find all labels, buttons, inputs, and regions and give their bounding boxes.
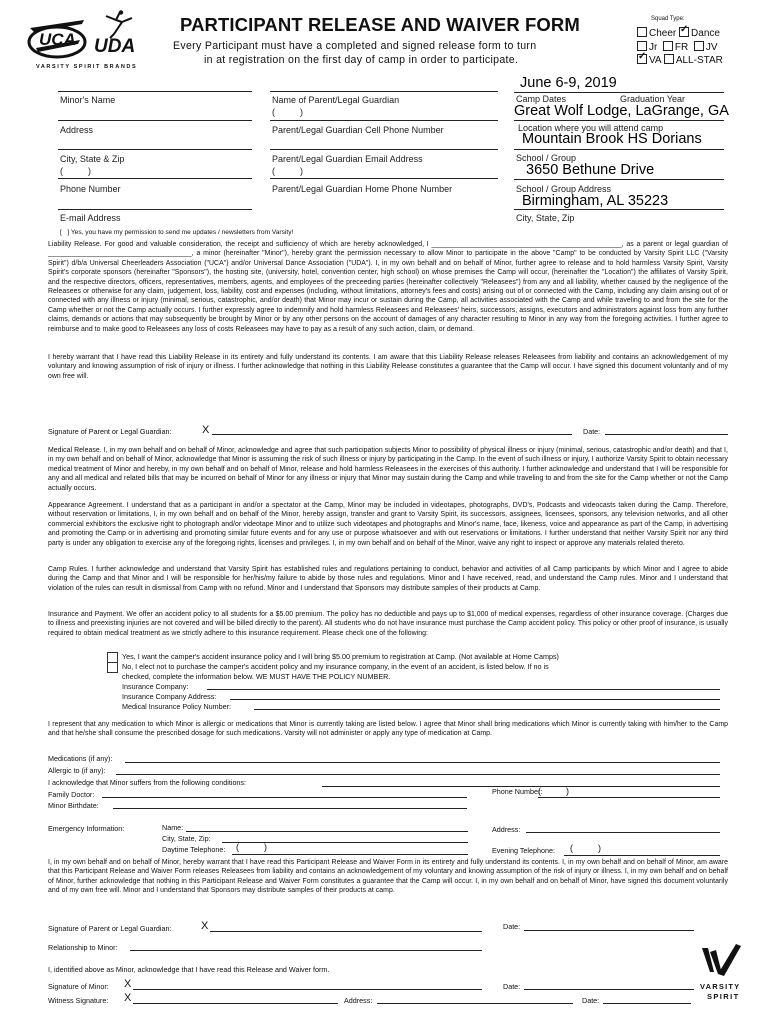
minors-name-label: Minor's Name (60, 95, 116, 105)
witness-date-line[interactable] (603, 1003, 691, 1004)
liability-warrant-text: I hereby warrant that I have read this Liability Release in its entirety and fully understand its contents. I am aware that this Liability Release releases Releasees from liability and contains an acknowledgement of my voluntary and knowing assumption of risk of injury or illness. I further acknowledge that nothing in this Liability Release constitutes a guarantee that the Camp will occur. I have signed this document voluntarily and of my own free will. (48, 354, 728, 380)
jr-checkbox[interactable] (637, 41, 647, 51)
parent-cell-line[interactable] (270, 120, 498, 121)
daytime-label: Daytime Telephone: (162, 845, 226, 854)
city-paren: ( ) (60, 166, 91, 176)
allstar-checkbox[interactable] (664, 54, 674, 64)
final-date-label: Date: (503, 922, 521, 931)
liability-sig-label: Signature of Parent or Legal Guardian: (48, 427, 172, 436)
final-sig-x: X (201, 920, 209, 932)
family-doctor-line[interactable] (102, 797, 467, 798)
graduation-year-label: Graduation Year (620, 94, 686, 104)
liability-release-text: Liability Release. For good and valuable consideration, the receipt and sufficiency of which are hereby acknowledged, I _________________________________________________, as a parent or legal guardian of _____________________________________, a minor (hereinafter "Minor"), hereby grant the permission necessary to allow Minor to participate in the above "Camp" to be conducted by Varsity Spirit LLC ("Varsity Spirit") d/b/a Universal Cheerleaders Association ("UCA") and/or Universal Dance Association ("UDA"). I, in my own behalf and on behalf of Minor, further agree to release and to hold harmless Varsity Spirit, Varsity Spirit's corporate sponsors (hereinafter "Sponsors"), the hosting site, (university, hotel, convention center, high school) on whose premises the Camp will occur, (hereinafter the "Location") the affiliates of Varsity Spirit, and the respective directors, officers, representatives, members, agents, and employees of the preceeding parties (hereinafter collectively "Releasees") from any and all liability, whether caused by the negligence of the Releasees or otherwise for any claim, judgement, loss, liability, cost and expenses (including, without limitations, attorney's fees and costs) arising out of or connected with the Camp, including any claim arising out of or connected with any illness or injury (minimal, serious, catastrophic, and/or death) that Minor may incur or sustain during the Camp, all activities associated with the Camp and while traveling to and from the site for the Camp whether or not the Camp actually occurs. I further expressly agree to indemnify and hold harmless Releasees and Releasees' heirs, successors, assigns, executors and administrators against loss from any further claims, demands or actions that may subsequently be brought by Minor or by any other persons on the account of damages of any character resulting to Minor in any way from the foregoing activities. I further agree to reimburse and to make good to Releasees any loss of costs Releasees may have to pay as a result of any such action, claim, or demand. (48, 241, 728, 333)
camp-dates-line (514, 92, 724, 93)
dance-checkbox[interactable] (679, 27, 689, 37)
liability-signature-row (48, 424, 728, 438)
camp-rules-text: Camp Rules. I further acknowledge and understand that Varsity Spirit has established rules and regulations pertaining to conduct, behavior and activities of all Camp participants by which Minor and I agree to abide during the Camp and that Minor and I will be responsible for her/his/my failure to abide by those rules and regulations. Minor and I have received, read, and understand the Camp rules. Minor and I understand that violation of the rules can result in dismissal from Camp with no refund. Minor and I understand that Sponsors may distribute samples of their products at Camp. (48, 566, 728, 592)
minors-name-line[interactable] (58, 91, 252, 92)
birthdate-label: Minor Birthdate: (48, 801, 99, 810)
relationship-label: Relationship to Minor: (48, 943, 118, 952)
parent-email-label: Parent/Legal Guardian Email Address (272, 154, 423, 164)
location-label: Location where you will attend camp (518, 123, 664, 133)
squad-type-group (637, 27, 757, 68)
city-value[interactable]: Birmingham, AL 35223 (522, 193, 669, 209)
phone-line[interactable] (58, 178, 252, 179)
birthdate-line[interactable] (113, 808, 467, 809)
parent-email-paren: ( ) (272, 166, 303, 176)
camp-dates-value[interactable]: June 6-9, 2019 (520, 75, 617, 91)
phone-label: Phone Number (60, 184, 121, 194)
jv-checkbox[interactable] (694, 41, 704, 51)
fr-checkbox[interactable] (663, 41, 673, 51)
updates-optin[interactable]: [ ] Yes, you have my permission to send me updates / newsletters from Varsity! (60, 229, 294, 236)
parent-cell-label: Parent/Legal Guardian Cell Phone Number (272, 125, 444, 135)
varsity-v-icon (700, 942, 744, 978)
squad-option-dance[interactable]: ✓ Dance (679, 28, 720, 39)
liability-date-label: Date: (583, 427, 601, 436)
parent-home-line[interactable] (270, 178, 498, 179)
medication-text: I represent that any medication to which Minor is allergic or medications that Minor is currently taking are listed below. I agree that Minor shall bring medications which Minor is currently taking with him/her to the Camp and that he/she shall consume the prescribed dosage for such medications. Varsity will not administer or apply any type of medication at Camp. (48, 721, 728, 738)
squad-type-label: Squad Type: (651, 16, 685, 22)
appearance-agreement-text: Appearance Agreement. I understand that as a participant in and/or a spectator at the Camp, Minor may be included in videotapes, photographs, DVD's, Podcasts and videocasts taken during the Camp. Therefore, without reservation or limitations, I, in my own behalf and on behalf of the Minor, hereby assign, transfer and grant to Varsity Spirit, its successors, assignees, licensees, sponsors, any television networks, and all other commercial exhibitors the exclusive right to photograph and/or videotape Minor and to utilize such videotapes and photographs and Minor's name, face, likeness, voice and appearance as part of the Camp, in advertising and promoting the Camp or in advertising and promoting similar future events and for any use or purpose whatsoever and with out reservations or limitations. I further understand that neither Varsity Spirit nor any third party is under any obligation to exercise any of the foregoing rights, licenses and privileges. I, in my own behalf and on behalf of the Minor, waive any right to inspect or approve any materials related thereto. (48, 502, 728, 547)
witness-sig-line[interactable] (133, 1003, 338, 1004)
footer-logo-spirit: SPIRIT (707, 992, 740, 1001)
email-label: E-mail Address (60, 213, 121, 223)
email-line[interactable] (58, 209, 252, 210)
final-sig-line[interactable] (210, 931, 482, 932)
medications-label: Medications (if any): (48, 754, 113, 763)
evening-line[interactable] (564, 855, 720, 856)
footer-logo-varsity: VARSITY (700, 982, 741, 991)
school-address-label: School / Group Address (516, 184, 612, 194)
insurance-text: Insurance and Payment. We offer an accident policy to all students for a $5.00 premium. The policy has no deductible and pays up to $1,000 of medical expenses, regardless of other insurance coverage. (Charges due to illness and preexisting injuries are not covered and will be billed directly to the parent). All students who do not have insurance must purchase the Camp accident policy. This policy or other proof of insurance, is usually required to obtain medical treatment as we strictly adhere to this insurance requirement. Please check one of the following: (48, 611, 728, 637)
city-label: City, State & Zip (60, 154, 125, 164)
liability-date-line[interactable] (605, 434, 728, 435)
location-value[interactable]: Great Wolf Lodge, LaGrange, GA (514, 103, 729, 119)
parent-email-line[interactable] (270, 149, 498, 150)
evening-label: Evening Telephone: (492, 846, 556, 855)
insurance-address-line[interactable] (230, 699, 720, 700)
address-line[interactable] (58, 120, 252, 121)
uda-logo (92, 10, 138, 60)
doctor-phone-paren: ( ) (538, 786, 569, 796)
minor-date-line[interactable] (524, 989, 694, 990)
camp-dates-label: Camp Dates (516, 94, 567, 104)
medications-line[interactable] (125, 762, 720, 763)
doctor-phone-line[interactable] (538, 797, 720, 798)
minor-ack-text: I, identified above as Minor, acknowledge that I have read this Release and Waiver form. (48, 965, 330, 974)
school-value[interactable]: Mountain Brook HS Dorians (522, 131, 702, 147)
location-line (514, 120, 724, 121)
city-line[interactable] (58, 149, 252, 150)
witness-address-label: Address: (344, 996, 373, 1005)
policy-number-line[interactable] (254, 709, 720, 710)
parent-name-paren: ( ) (272, 107, 303, 117)
insurance-address-label: Insurance Company Address: (122, 692, 217, 701)
allergic-label: Allergic to (if any): (48, 766, 106, 775)
liability-sig-x: X (202, 424, 210, 436)
minor-sig-label: Signature of Minor: (48, 982, 109, 991)
minor-date-label: Date: (503, 982, 521, 991)
uda-logo-text: UDA (94, 36, 136, 57)
insurance-company-line[interactable] (207, 689, 720, 690)
emergency-address-label: Address: (492, 825, 521, 834)
insurance-no-label-2: checked, complete the information below. WE MUST HAVE THE POLICY NUMBER. (122, 672, 391, 681)
form-subtitle-2: in at registration on the first day of camp in order to participate. (204, 54, 519, 66)
insurance-yes-label: Yes, I want the camper's accident insurance policy and I will bring $5.00 premium to registration at Camp. (Not available at Home Camps) (122, 652, 559, 661)
squad-option-jr[interactable]: Jr (637, 42, 657, 53)
emergency-label: Emergency Information: (48, 824, 125, 833)
witness-sig-x: X (124, 992, 132, 1004)
daytime-line[interactable] (232, 854, 468, 855)
witness-date-label: Date: (582, 996, 600, 1005)
final-warrant-text: I, in my own behalf and on behalf of Minor, hereby warrant that I have read this Participant Release and Waiver Form in its entirety and fully understand its contents. I, in my own behalf and on behalf of Minor, am aware that this Participant Release and Waiver Form releases Releasees from liability and contains an acknowledgement of my voluntary and knowing assumption of the risk of injury or illness. I, in my own behalf and on behalf of Minor, further acknowledge that nothing in this Participant Release and Waiver Form constitutes a guarantee that the Camp will occur. I, in my own behalf and on behalf of Minor, have signed this document voluntarily and of my own free will. Minor and I understand that Sponsors may distribute samples of their products at camp. (48, 859, 728, 895)
conditions-label: I acknowledge that Minor suffers from the following conditions: (48, 778, 247, 787)
varsity-spirit-brands: VARSITY SPIRIT BRANDS (36, 64, 138, 70)
evening-paren: ( ) (570, 843, 601, 853)
minor-sig-line[interactable] (133, 989, 482, 990)
squad-option-jv[interactable]: JV (694, 42, 718, 53)
parent-name-line[interactable] (270, 91, 498, 92)
school-line (514, 149, 724, 150)
insurance-no-checkbox[interactable] (107, 662, 118, 673)
school-address-line (514, 179, 724, 180)
doctor-phone-label: Phone Number: (492, 787, 543, 796)
squad-option-fr[interactable]: FR (663, 42, 688, 53)
insurance-company-label: Insurance Company: (122, 682, 189, 691)
emergency-city-label: City, State, Zip: (162, 834, 211, 843)
parent-home-label: Parent/Legal Guardian Home Phone Number (272, 184, 453, 194)
address-label: Address (60, 125, 94, 135)
witness-sig-label: Witness Signature: (48, 996, 109, 1005)
cheer-checkbox[interactable] (637, 27, 647, 37)
emergency-name-line[interactable] (186, 831, 468, 832)
squad-option-va[interactable]: ✓VA (637, 55, 661, 66)
insurance-no-label-1: No, I elect not to purchase the camper's accident policy and my insurance company, in the event of an accident, is listed below. If no is (122, 662, 549, 671)
city-value-line (514, 209, 724, 210)
form-subtitle-1: Every Participant must have a completed and signed release form to turn (173, 40, 537, 52)
va-checkbox[interactable] (637, 54, 647, 64)
school-address-value[interactable]: 3650 Bethune Drive (526, 162, 655, 178)
squad-option-allstar[interactable]: ALL-STAR (664, 55, 723, 66)
relationship-line[interactable] (130, 950, 482, 951)
final-sig-label: Signature of Parent or Legal Guardian: (48, 924, 172, 933)
school-label: School / Group (516, 153, 577, 163)
liability-sig-line[interactable] (212, 434, 572, 435)
varsity-spirit-logo (700, 942, 750, 1002)
form-title: PARTICIPANT RELEASE AND WAIVER FORM (180, 14, 580, 35)
daytime-paren: ( ) (236, 842, 267, 852)
allergic-line[interactable] (116, 774, 720, 775)
squad-option-cheer[interactable]: Cheer (637, 28, 676, 39)
witness-address-line[interactable] (377, 1003, 573, 1004)
minor-sig-x: X (124, 978, 132, 990)
emergency-address-line[interactable] (526, 832, 720, 833)
family-doctor-label: Family Doctor: (48, 790, 95, 799)
medical-release-text: Medical Release. I, in my own behalf and on behalf of Minor, acknowledge and agree that such participation subjects Minor to possibility of physical illness or injury (minimal, serious, catastrophic and/or death) and that I, in my own behalf and on behalf of Minor, acknowledge that Minor is assuming the risk of such illness or injury by participating in the Camp. In the event of such illness or injury, I authorize Varsity Spirit to obtain necessary medical treatment of Minor and hereby, in my own behalf and on behalf of Minor, release and hold harmless Releasees in the exercises of this authority. I further acknowledge and understand that I will be responsible for any and all medical and related bills that may be incurred on behalf of Minor for any illness or injury that Minor may sustain during the Camp and while traveling to and from the site for the Camp whether or not the Camp actually occurs. (48, 447, 728, 492)
uca-logo (26, 14, 88, 60)
policy-number-label: Medical Insurance Policy Number: (122, 702, 232, 711)
parent-name-label: Name of Parent/Legal Guardian (272, 95, 400, 105)
city-value-label: City, State, Zip (516, 213, 575, 223)
emergency-name-label: Name: (162, 823, 184, 832)
final-date-line[interactable] (524, 930, 694, 931)
uca-logo-text: UCA (39, 30, 76, 49)
